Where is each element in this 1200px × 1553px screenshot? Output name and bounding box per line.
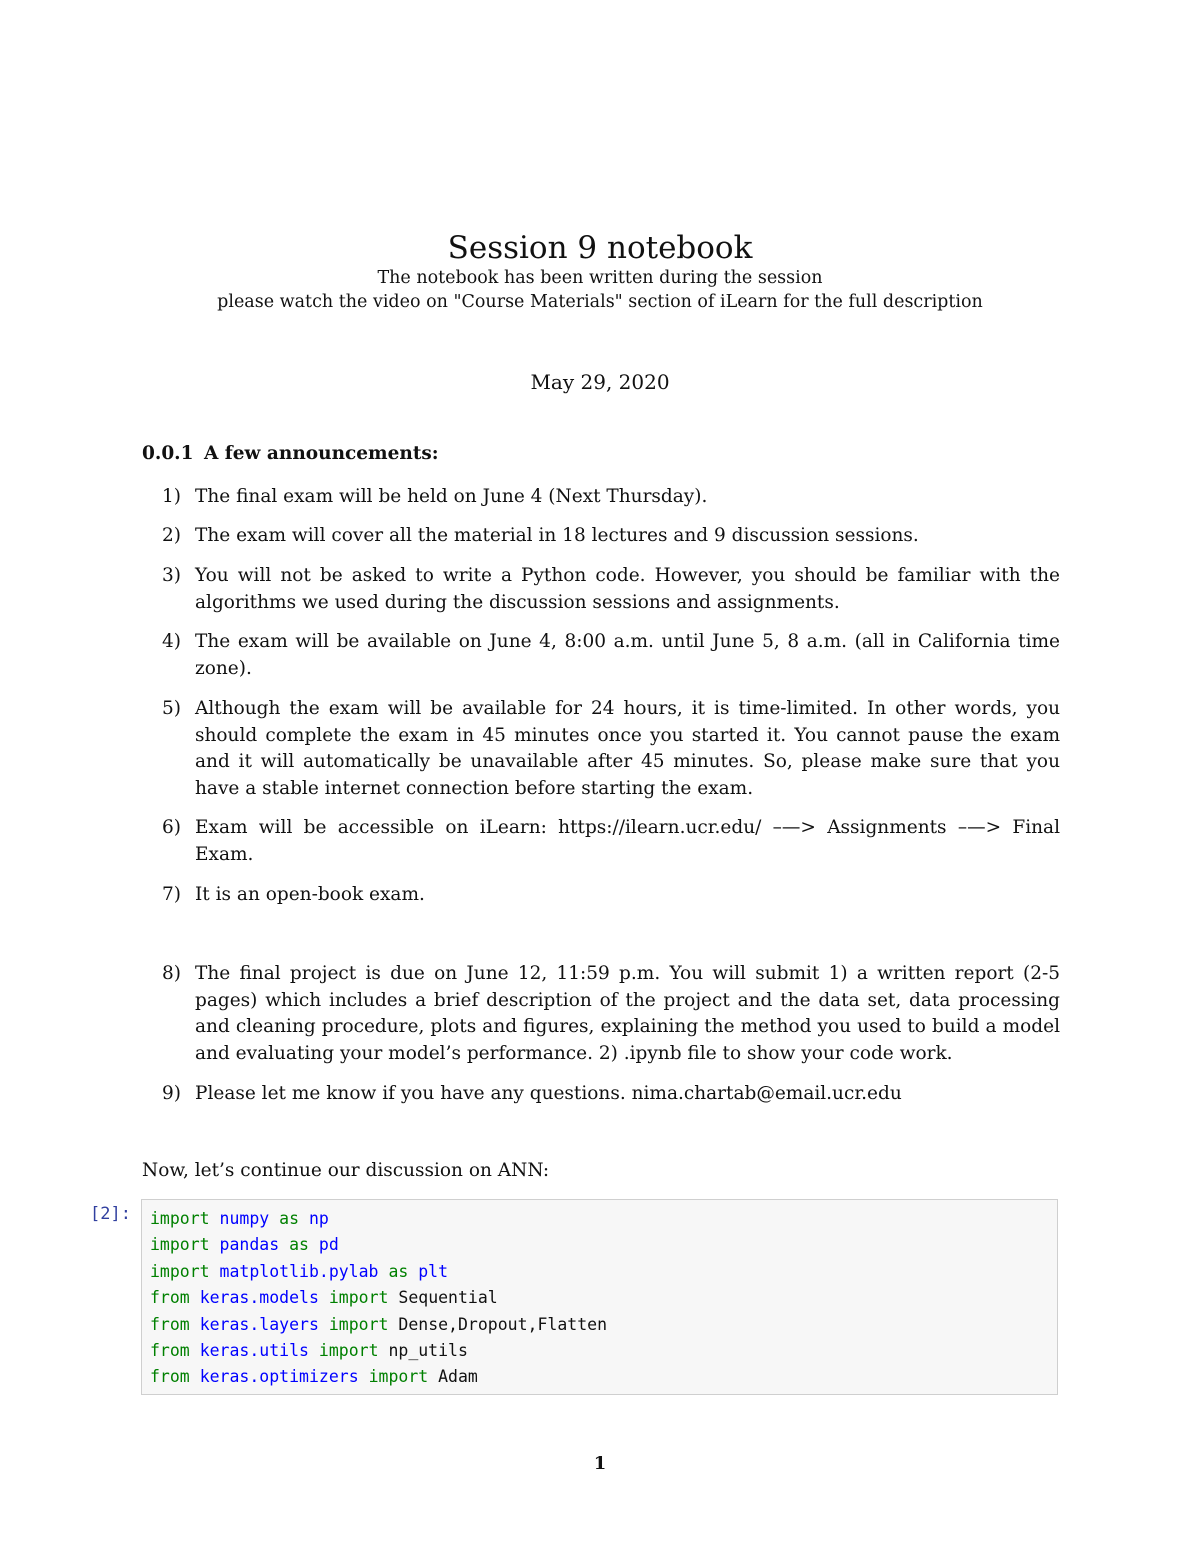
code-token: import [150,1209,210,1228]
code-token [379,1262,389,1281]
code-token: import [150,1261,210,1281]
code-line [150,1312,607,1338]
code-token: Adam [428,1367,478,1387]
list-item [142,563,1060,616]
list-item-text: The final project is due on June 12, 11:59 p.m. You will submit 1) a written report (2-5 pages) which includes a brief description of the project and the data set, data processing and cleaning procedure, plots and figures, explaining the method you used to build a model and evaluating your model’s performance. 2) .ipynb file to show your code work. [195,963,1060,1064]
code-token [210,1209,220,1228]
code-token [319,1288,329,1307]
code-line [150,1259,607,1285]
code-token [210,1262,220,1281]
code-token: from [150,1288,190,1308]
code-block [150,1206,607,1391]
list-item [142,523,1060,550]
code-token: keras.layers [199,1314,319,1334]
code-token [408,1262,418,1281]
section-heading [142,443,439,464]
list-item-number: 2) [162,525,181,546]
list-item-number: 5) [162,698,181,719]
code-cell[interactable] [141,1199,1058,1395]
code-token: Dense,Dropout,Flatten [388,1314,607,1334]
list-item [142,1081,1060,1108]
code-token: as [388,1261,409,1281]
code-token: import [328,1288,389,1308]
code-token: keras.models [199,1288,319,1308]
list-item-text: Although the exam will be available for 24 hours, it is time-limited. In other words, you should complete the exam in 45 minutes once you started it. You cannot pause the exam and it will automatically be unavailable after 45 minutes. So, please make sure that you have a stable internet connection before starting the exam. [195,698,1060,799]
code-token [309,1341,319,1360]
list-item [142,882,1060,909]
list-item [142,815,1060,868]
list-item [142,484,1060,511]
list-item-number: 6) [162,817,181,838]
list-item-text: It is an open-book exam. [195,884,425,905]
section-number: 0.0.1 [142,443,194,464]
code-token: from [150,1341,190,1361]
code-token: keras.utils [199,1341,309,1361]
list-item-text: The exam will be available on June 4, 8:00 a.m. until June 5, 8 a.m. (all in California time zone). [195,631,1060,679]
code-line [150,1232,607,1258]
document-date: May 29, 2020 [530,370,670,394]
code-token [319,1315,329,1334]
code-token: pandas [219,1235,280,1255]
code-line [150,1206,607,1232]
code-token [269,1209,279,1228]
list-item-text: The final exam will be held on June 4 (Next Thursday). [195,486,708,507]
code-token: keras.optimizers [199,1367,359,1387]
code-token [359,1367,369,1386]
code-token: np [308,1209,329,1228]
list-item [142,696,1060,802]
code-token: import [318,1341,379,1361]
code-token: as [289,1235,309,1255]
code-token: import [150,1235,210,1255]
subtitle-line-1: The notebook has been written during the session [377,268,823,288]
code-token: numpy [219,1209,270,1228]
list-item-text: You will not be asked to write a Python code. However, you should be familiar with the algorithms we used during the discussion sessions and assignments. [195,565,1060,613]
code-token: from [150,1314,190,1334]
list-item-text: The exam will cover all the material in 18 lectures and 9 discussion sessions. [195,525,919,546]
code-token [190,1367,200,1386]
code-token [190,1315,200,1334]
code-token: plt [418,1261,449,1281]
intro-paragraph: Now, let’s continue our discussion on ANN: [142,1160,550,1181]
code-token: as [279,1209,300,1228]
list-item-text: Please let me know if you have any questions. nima.chartab@email.ucr.edu [195,1083,902,1104]
code-token: import [328,1314,389,1334]
code-token: import [368,1367,429,1387]
code-line [150,1285,607,1311]
code-token: Sequential [388,1288,498,1308]
code-line [150,1338,607,1364]
list-item-text: Exam will be accessible on iLearn: https://ilearn.ucr.edu/ –—> Assignments –—> Final Exam. [195,817,1060,865]
code-token [210,1235,220,1254]
list-item-number: 3) [162,565,181,586]
list-item-number: 7) [162,884,181,905]
list-item [142,961,1060,1067]
list-item-number: 9) [162,1083,181,1104]
code-token: np_utils [378,1341,468,1361]
cell-prompt: [2]: [90,1204,131,1224]
code-token [190,1288,200,1307]
page-number: 1 [593,1453,607,1474]
list-item [142,629,1060,682]
code-token: pd [318,1235,339,1255]
code-token [309,1235,319,1254]
code-token: matplotlib.pylab [219,1261,379,1281]
subtitle-line-2: please watch the video on "Course Materials" section of iLearn for the full description [217,292,983,312]
code-token: from [150,1367,190,1387]
code-token [299,1209,309,1228]
code-token [279,1235,289,1254]
list-item-number: 4) [162,631,181,652]
section-title: A few announcements: [204,443,439,464]
document-title: Session 9 notebook [447,230,753,266]
code-token [190,1341,200,1360]
code-line [150,1364,607,1390]
list-item-number: 1) [162,486,181,507]
list-item-number: 8) [162,963,181,984]
